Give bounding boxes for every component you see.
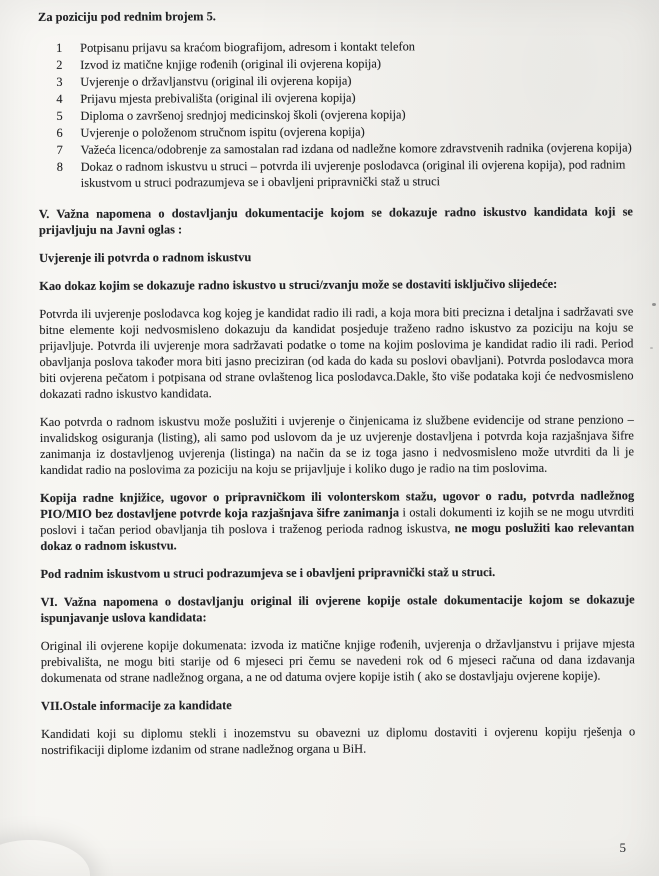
list-item-text: Prijavu mjesta prebivališta (original ili ovjerena kopija) [80,90,356,106]
text-run: Pod radnim iskustvom u struci podrazumjeva se i obavljeni pripravnički staž u struci. [40,565,496,581]
list-item [57,122,633,141]
document-content [38,6,635,770]
subheading-uvjerenje-potvrda [39,247,633,266]
scan-corner-shadow [0,840,90,876]
list-item [56,88,632,107]
section-vii-heading [41,695,635,714]
paragraph-nostrifikacija [41,723,635,758]
paragraph-potvrda-poslodavca [39,303,633,402]
scan-artifact-speck [652,303,656,306]
list-item [57,139,633,158]
text-run: Original ili ovjerene kopije dokumenata: izvoda iz matične knjige rođenih, uvjerenja o državljanstvu i prijave mjesta prebivališta, ne mogu biti starije od 6 mjeseci pri čemu se navedeni rok od 6 mjeseci računa od dana izdavanja dokumenata od strane nadležnog organa, a ne od datuma ovjere kopije istih ( ako se dostavljaju ovjerene kopije). [40,636,635,685]
list-item-text: Uvjerenje o položenom stručnom ispitu (ovjerena kopija) [80,124,365,140]
lead-kao-dokaz [39,275,633,294]
list-item-text: Dokaz o radnom iskustvu u struci – potvrda ili uvjerenje poslodavca (original ili ovjerena kopija), pod radnim iskustvom u struci podrazumjeva se i obavljeni pripravnički staž u struci [80,157,626,190]
text-run: Kopija radne knjižice, ugovor o pripravničkom ili volonterskom stažu, ugovor o radu, potvrda nadležnog PIO/MIO bez dostavljene potvrde koja razjašnjava šifre zanimanja [40,488,635,521]
list-item-text: Diploma o završenoj srednjoj medicinskoj školi (ovjerena kopija) [80,107,406,123]
document-title: Za poziciju pod rednim brojem 5. [38,9,216,24]
text-run: Kao potvrda o radnom iskustvu može poslužiti i uvjerenje o činjenicama iz službene evidencije od strane penziono – invalidskog osiguranja (listing), ali samo pod uslovom da je uz uvjerenje dostavljena i potvrda koja razjašnjava šifre zanimanja iz dostavljenog uvjerenja (listinga) na način da se iz toga jasno i nedvosmisleno može utvrditi da li je kandidat radio na poslovima za poziciju na koju se prijavljuje i koliko dugo je radio na tim poslovima. [39,412,634,477]
list-item [56,105,632,124]
paragraph-kopija-radne-knjizice [40,487,634,554]
text-run: ne mogu poslužiti kao relevantan dokaz o radnom iskustvu. [40,520,635,553]
list-item-number: 3 [56,74,63,89]
list-item-text: Potpisanu prijavu sa kraćom biografijom, adresom i kontakt telefon [80,39,416,55]
paragraph-pio-listing [40,411,634,478]
page-number: 5 [619,840,626,855]
list-item-text: Važeća licenca/odobrenje za samostalan rad izdana od nadležne komore zdravstvenih radnika (ovjerena kopija) [80,140,632,157]
list-item-number: 2 [56,57,63,72]
scan-artifact-speck [650,347,653,349]
list-item [56,71,632,90]
list-item [56,54,632,73]
list-item-number: 7 [56,142,63,157]
text-run: Uvjerenje ili potvrda o radnom iskustvu [39,250,252,265]
requirements-list [38,37,633,191]
text-run: Kao dokaz kojim se dokazuje radno iskustvo u struci/zvanju može se dostaviti isključivo slijedeće: [39,276,558,293]
list-item-number: 1 [56,40,63,55]
paragraph-original-kopije [41,635,635,686]
text-run: VII.Ostale informacije za kandidate [41,698,232,713]
list-item [56,37,632,56]
text-run: Kandidati koji su diplomu stekli i inozemstvu su obavezni uz diplomu dostaviti i ovjerenu kopiju rješenja o nostrifikaciji diplome izdanim od strane nadležnog organa u BiH. [41,724,636,757]
section-v-heading [39,203,633,238]
list-item [57,156,633,191]
text-run: Potvrda ili uvjerenje poslodavca kog kojeg je kandidat radio ili radi, a koja mora biti precizna i detaljna i sadržavati sve bitne elemente koji nedvosmisleno dokazuju da kandidat posjeduje traženo radno iskustvo za poziciju na koju se prijavljuje. Potvrda ili uvjerenje mora sadržavati podatke o tome na kojim poslovima je kandidat radio ili radi. Period obavljanja poslova također mora biti jasno preciziran (od kada do kada su poslovi obavljani). Potvrda poslodavca mora biti ovjerena pečatom i potpisana od strane ovlaštenog lica poslodavca.Dakle, što više podataka koji će nedvosmisleno dokazati radno iskustvo kandidata. [39,304,634,401]
section-vi-heading [41,591,635,626]
list-item-number: 8 [56,159,63,174]
list-item-text: Uvjerenje o državljanstvu (original ili ovjerena kopija) [80,73,352,89]
text-run: V. Važna napomena o dostavljanju dokumentacije kojom se dokazuje radno iskustvo kandidata koji se prijavljuju na Javni oglas : [38,204,633,237]
list-item-number: 6 [56,125,63,140]
list-item-number: 5 [56,108,63,123]
text-run: VI. Važna napomena o dostavljanju original ili ovjerene kopije ostale dokumentacije kojom se dokazuje ispunjavanje uslova kandidata: [40,592,635,625]
list-item-number: 4 [56,91,63,106]
list-item-text: Izvod iz matične knjige rođenih (original ili ovjerena kopija) [80,56,381,72]
text-run: i ostali dokumenti iz kojih se ne mogu utvrditi poslovi i tačan period obavljanja tih poslova i traženog perioda radnog iskustva, [40,504,635,537]
document-sections [39,203,635,758]
paragraph-pod-radnim-iskustvom [40,563,634,582]
